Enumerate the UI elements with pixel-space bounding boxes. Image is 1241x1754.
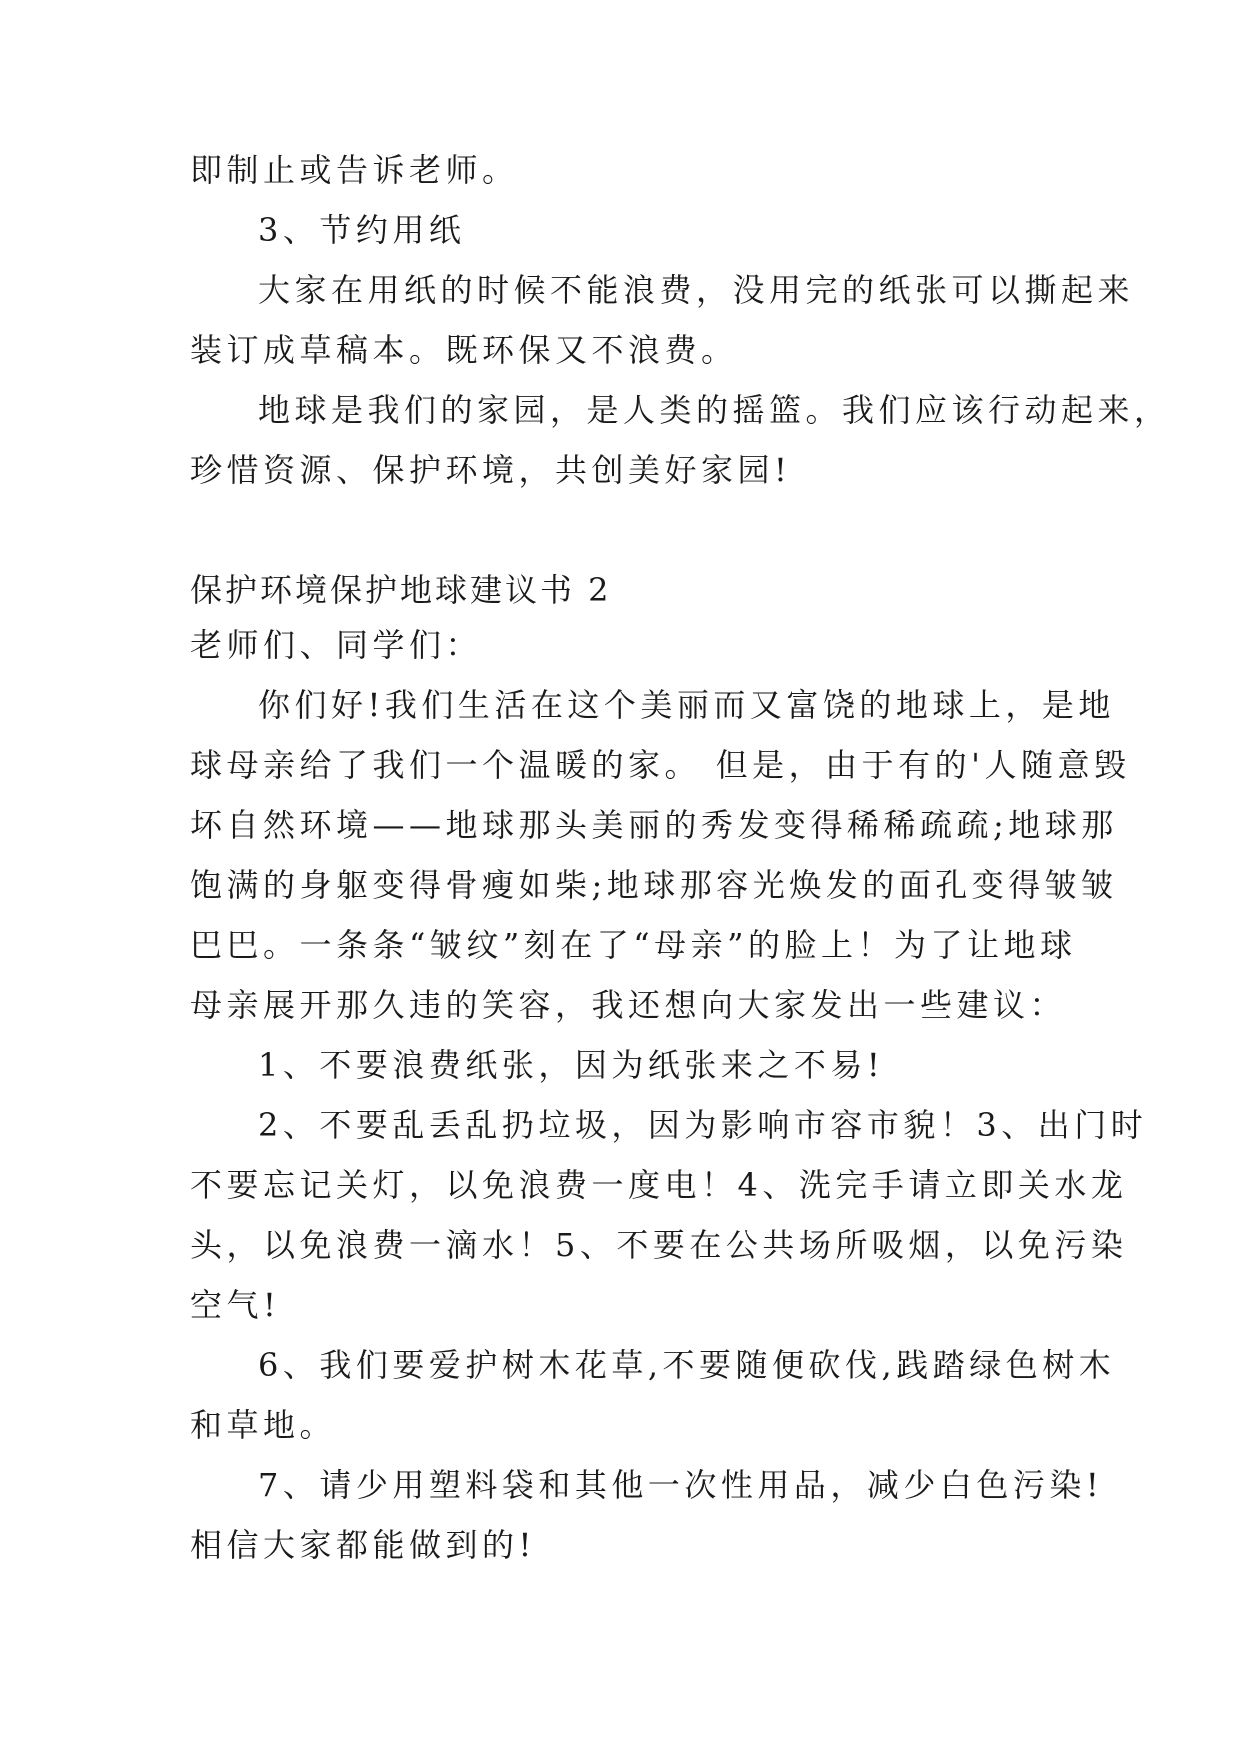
paragraph-line: 球母亲给了我们一个温暖的家。 但是，由于有的'人随意毁 [190, 746, 1131, 784]
paragraph-line: 地球是我们的家园，是人类的摇篮。我们应该行动起来， [258, 391, 1171, 429]
paragraph-line: 装订成草稿本。既环保又不浪费。 [190, 331, 738, 369]
paragraph-line: 空气! [190, 1286, 281, 1324]
paragraph-line: 母亲展开那久违的笑容，我还想向大家发出一些建议： [190, 986, 1067, 1024]
paragraph-line: 你们好!我们生活在这个美丽而又富饶的地球上，是地 [258, 686, 1115, 724]
paragraph-line: 大家在用纸的时候不能浪费，没用完的纸张可以撕起来 [258, 271, 1135, 309]
paragraph-line: 坏自然环境——地球那头美丽的秀发变得稀稀疏疏;地球那 [190, 806, 1118, 844]
paragraph-line: 即制止或告诉老师。 [190, 151, 519, 189]
item-heading: 3、节约用纸 [258, 211, 466, 249]
paragraph-line: 不要忘记关灯，以免浪费一度电！4、洗完手请立即关水龙 [190, 1166, 1128, 1204]
list-item: 7、请少用塑料袋和其他一次性用品，减少白色污染! [258, 1466, 1104, 1504]
paragraph-line: 和草地。 [190, 1406, 337, 1444]
paragraph-line: 相信大家都能做到的! [190, 1526, 536, 1564]
salutation: 老师们、同学们： [190, 626, 483, 664]
list-item: 6、我们要爱护树木花草,不要随便砍伐,践踏绿色树木 [258, 1346, 1116, 1384]
list-item: 1、不要浪费纸张，因为纸张来之不易! [258, 1046, 885, 1084]
paragraph-line: 头，以免浪费一滴水！5、不要在公共场所吸烟，以免污染 [190, 1226, 1128, 1264]
paragraph-line: 珍惜资源、保护环境，共创美好家园! [190, 451, 792, 489]
paragraph-line: 饱满的身躯变得骨瘦如柴;地球那容光焕发的面孔变得皱皱 [190, 866, 1118, 904]
paragraph-line: 巴巴。一条条“皱纹”刻在了“母亲”的脸上！为了让地球 [190, 926, 1077, 964]
list-item: 2、不要乱丢乱扔垃圾，因为影响市容市貌！3、出门时 [258, 1106, 1148, 1144]
section-title: 保护环境保护地球建议书 2 [190, 571, 612, 609]
